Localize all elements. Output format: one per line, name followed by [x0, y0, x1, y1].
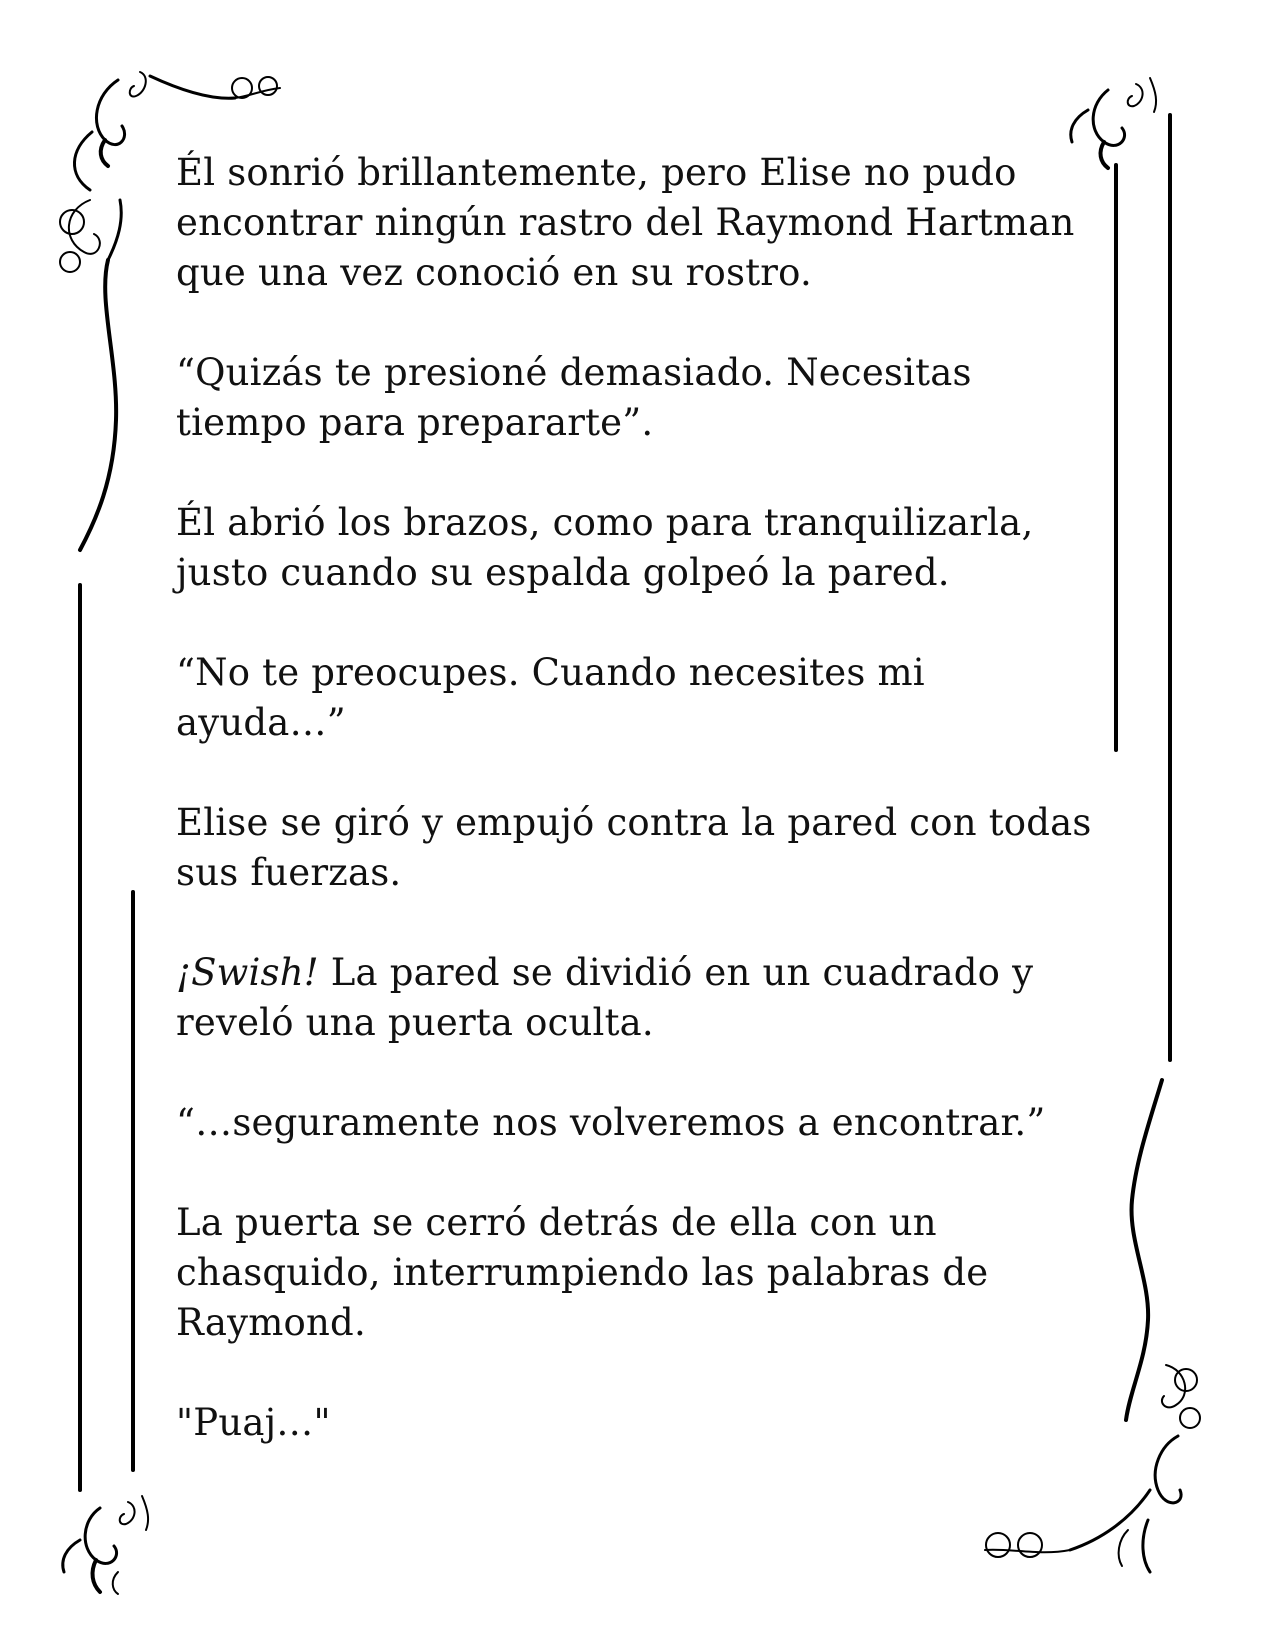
paragraph: Elise se giró y empujó contra la pared con todas sus fuerzas.	[176, 801, 1092, 894]
paragraph: Él abrió los brazos, como para tranquilizarla, justo cuando su espalda golpeó la pared.	[176, 501, 1034, 594]
paragraph: "Puaj…"	[176, 1401, 331, 1444]
paragraph: “No te preocupes. Cuando necesites mi ayuda…”	[176, 651, 925, 744]
flourish-bottom-left-icon	[63, 1496, 148, 1594]
paragraph: “…seguramente nos volveremos a encontrar.”	[176, 1101, 1046, 1144]
sound-effect: ¡Swish!	[176, 951, 319, 994]
paragraph	[176, 948, 1116, 1048]
paragraph-body: La pared se dividió en un cuadrado y reveló una puerta oculta.	[176, 951, 1034, 1044]
paragraph: Él sonrió brillantemente, pero Elise no pudo encontrar ningún rastro del Raymond Hartman que una vez conoció en su rostro.	[176, 151, 1075, 294]
paragraph: “Quizás te presioné demasiado. Necesitas tiempo para prepararte”.	[176, 351, 972, 444]
story-text	[176, 148, 1116, 1498]
paragraph: La puerta se cerró detrás de ella con un chasquido, interrumpiendo las palabras de Raymond.	[176, 1201, 989, 1344]
